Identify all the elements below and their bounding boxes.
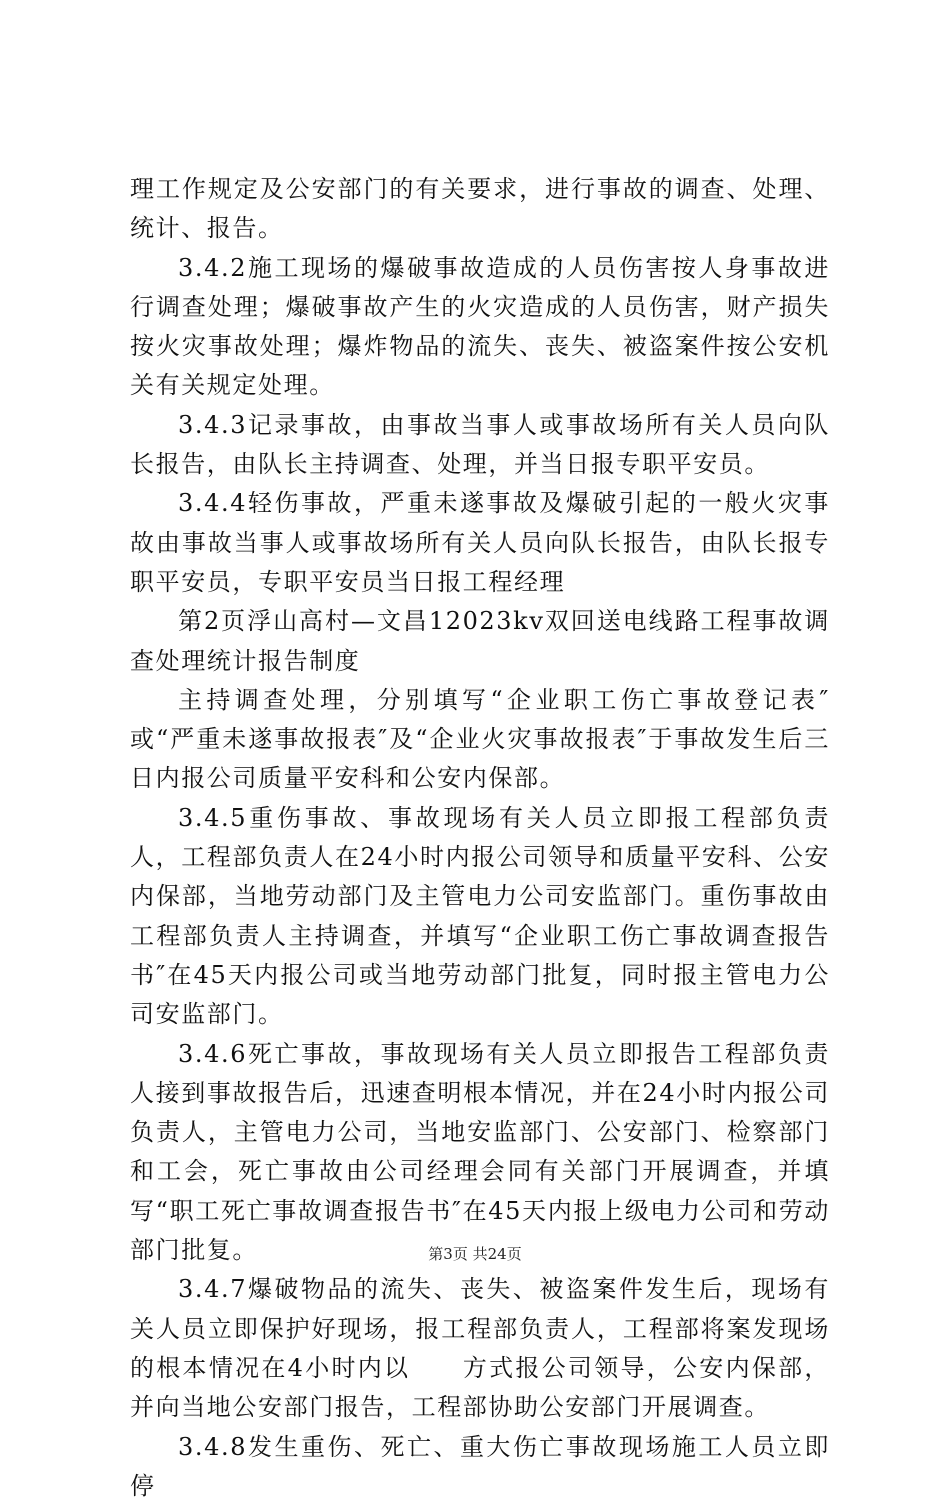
document-body xyxy=(130,170,830,1506)
paragraph-continuation: 理工作规定及公安部门的有关要求，进行事故的调查、处理、统计、报告。 xyxy=(130,170,830,249)
page-reference-heading: 第2页浮山高村—文昌12023kv双回送电线路工程事故调查处理统计报告制度 xyxy=(130,602,830,681)
paragraph-3-4-2: 3.4.2施工现场的爆破事故造成的人员伤害按人身事故进行调查处理；爆破事故产生的火灾造成的人员伤害，财产损失按火灾事故处理；爆炸物品的流失、丧失、被盗案件按公安机关有关规定处理。 xyxy=(130,249,830,406)
paragraph-3-4-4: 3.4.4轻伤事故，严重未遂事故及爆破引起的一般火灾事故由事故当事人或事故场所有关人员向队长报告，由队长报专职平安员，专职平安员当日报工程经理 xyxy=(130,484,830,602)
page-footer: 第3页 共24页 xyxy=(0,1244,950,1264)
paragraph-3-4-7: 3.4.7爆破物品的流失、丧失、被盗案件发生后，现场有关人员立即保护好现场，报工程部负责人，工程部将案发现场的根本情况在4小时内以 方式报公司领导，公安内保部，并向当地公安部门报告，工程部协助公安部门开展调查。 xyxy=(130,1270,830,1427)
paragraph-3-4-5: 3.4.5重伤事故、事故现场有关人员立即报工程部负责人，工程部负责人在24小时内报公司领导和质量平安科、公安内保部，当地劳动部门及主管电力公司安监部门。重伤事故由工程部负责人主持调查，并填写“企业职工伤亡事故调查报告书″在45天内报公司或当地劳动部门批复，同时报主管电力公司安监部门。 xyxy=(130,799,830,1035)
paragraph-3-4-8: 3.4.8发生重伤、死亡、重大伤亡事故现场施工人员立即停 xyxy=(130,1428,830,1506)
paragraph-3-4-6: 3.4.6死亡事故，事故现场有关人员立即报告工程部负责人接到事故报告后，迅速查明根本情况，并在24小时内报公司负责人，主管电力公司，当地安监部门、公安部门、检察部门和工会，死亡事故由公司经理会同有关部门开展调查，并填写“职工死亡事故调查报告书″在45天内报上级电力公司和劳动部门批复。 xyxy=(130,1035,830,1271)
paragraph-3-4-3: 3.4.3记录事故，由事故当事人或事故场所有关人员向队长报告，由队长主持调查、处理，并当日报专职平安员。 xyxy=(130,406,830,485)
paragraph-report-forms: 主持调查处理，分别填写“企业职工伤亡事故登记表″或“严重未遂事故报表″及“企业火灾事故报表″于事故发生后三日内报公司质量平安科和公安内保部。 xyxy=(130,681,830,799)
